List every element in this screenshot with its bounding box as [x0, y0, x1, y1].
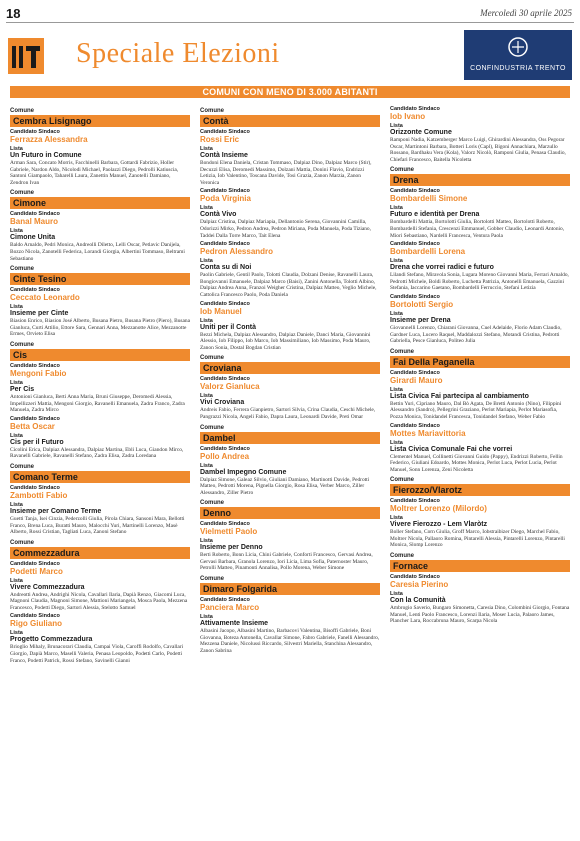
candidate-entry [10, 342, 190, 414]
comune-name: Commezzadura [10, 547, 190, 559]
list-members: Giovannelli Lorenzo, Chiarani Giovanna, Cuel Adelaide, Florio Adam Claudio, Gardner Luca, Lucero Raquel, Maddalozzi Stefano, Motandi Cristina, Pedrotti Gabriella, Pesce Gianluca, Politeo Julia [390, 324, 562, 345]
comune-label: Comune [200, 576, 224, 583]
candidate-name: Betta Oscar [10, 421, 55, 431]
list-name: Con la Comunità [390, 597, 446, 605]
column-3 [390, 104, 570, 839]
candidate-name: Poda Virginia [200, 194, 251, 204]
list-members: Guetti Tanja, Isei Cinzia, Pederzolli Giulia, Pirola Chiara, Sansoni Mara, Bellotti Franco, Brena Luca, Buratti Mauro, Malocchi Yuri, Martinelli Lorenzo, Masè Alberto, Rossi Cristian, Tagliati Luca, Zanoni Stefano [10, 515, 185, 536]
comune-name: Fierozzo/Vlarotz [390, 484, 570, 496]
comune-name: Contà [200, 115, 380, 127]
list-label: Lista [10, 304, 23, 311]
candidate-label: Candidato Sindaco [200, 445, 250, 452]
candidate-label: Candidato Sindaco [390, 241, 440, 248]
candidate-label: Candidato Sindaco [10, 613, 60, 620]
candidate-name: Vielmetti Paolo [200, 527, 258, 537]
candidate-label: Candidato Sindaco [10, 287, 60, 294]
candidate-name: Rigo Giuliano [10, 619, 62, 629]
list-name: Cimone Unita [10, 234, 56, 242]
candidate-label: Candidato Sindaco [10, 362, 60, 369]
list-members: Cicolini Erica, Dalpiaz Alessandra, Dalpiaz Martina, Ebli Luca, Giandon Mirco, Ravanelli Gabriele, Ravanelli Stefano, Zadra Elisa, Zadra Loredana [10, 446, 184, 460]
candidate-name: Bombardelli Lorena [390, 247, 466, 257]
list-name: Vivere Fierozzo - Lem Vlaròtz [390, 521, 488, 529]
list-members: Bombardelli Mattia, Bortolotti Giulia, Bortolotti Matteo, Bortolotti Roberto, Bombardelli Stefania, Crescenzi Emmanuel, Gobber Claudio, Leonardi Antonio, Miori Sebastiano, Nardelli Francesca, Ventura Paola [390, 219, 565, 239]
column-1 [10, 104, 190, 839]
comune-name: Fornace [390, 560, 570, 572]
candidate-label: Candidato Sindaco [390, 106, 440, 112]
list-label: Lista [10, 501, 23, 508]
candidate-name: Zambotti Fabio [10, 490, 68, 500]
candidate-label: Candidato Sindaco [10, 484, 60, 491]
comune-name: Dimaro Folgarida [200, 583, 380, 595]
list-members: Albasini Jacopo, Albasini Martino, Barbacovi Valentina, Bisoffi Gabriele, Boni Giovanna, Boteza Antonella, Cavallar Simone, Fabro Gabriele, Fanelli Alessandro, Mezzena Daniele, Nicolussi Riccardo, Silvestri Mariella, Stanchina Alessandro, Zanon Sabrina [200, 628, 380, 654]
page-header [0, 0, 580, 30]
list-members: Paolin Gabriele, Gentil Paolo, Tolotti Claudia, Dolzani Denise, Ravanelli Laura, Bongiovanni Emanuele, Dalpiaz Marco (Baisi), Zanini Antonella, Tolotti Albino, Dalpiaz Andrea Anna, Franzoi Weigher Cristina, Dalpiaz Matteo, Veglio Michele, Cattolica Francesco Paolo, Poda Daniela [200, 272, 377, 298]
candidate-name: Bombardelli Simone [390, 194, 468, 204]
issue-date: Mercoledì 30 aprile 2025 [480, 8, 572, 18]
list-label: Lista [390, 386, 403, 393]
candidate-label: Candidato Sindaco [390, 188, 440, 195]
confindustria-emblem-icon [505, 36, 531, 58]
candidate-entry [390, 294, 570, 345]
candidate-name: Iob Manuel [200, 306, 242, 316]
list-label: Lista [390, 258, 403, 265]
comune-name: Fai Della Paganella [390, 356, 570, 368]
candidate-entry [10, 190, 190, 262]
candidate-name: Ferrazza Alessandra [10, 135, 88, 144]
candidate-name: Bortolotti Sergio [390, 299, 454, 309]
list-name: Per Cis [10, 385, 35, 393]
list-label: Lista [390, 205, 403, 212]
candidate-label: Candidato Sindaco [200, 300, 250, 307]
candidate-entry [10, 266, 190, 338]
list-members: Dalpiaz Simone, Galeaz Silvio, Giuliani Damiano, Martinotti Davide, Pedrotti Matteo, Pedrotti Morena, Pignella Giorgio, Rosa Elisa, Verber Marco, Ziller Alessandro, Ziller Pietro [200, 476, 370, 496]
candidate-name: Girardi Mauro [390, 375, 443, 385]
list-name: Insieme per Comano Terme [10, 507, 102, 515]
list-members: Bezzi Michela, Dalpiaz Alessandro, Dalpiaz Daniele, Danci Maria, Giovannini Alessio, Iob Filippo, Iob Marco, Iob Massimiliano, Iob Massimo, Poda Mauro, Zanon Sonia, Dostal Bogdan Cristian [200, 331, 371, 351]
candidate-entry [200, 355, 380, 420]
category-banner: COMUNI CON MENO DI 3.000 ABITANTI [10, 86, 570, 98]
comune-name: Croviana [200, 362, 380, 374]
list-name: Drena che vorrei radici e futuro [390, 264, 494, 272]
list-name: Un Futuro in Comune [10, 152, 82, 159]
comune-label: Comune [10, 463, 34, 470]
candidate-entry [10, 416, 190, 460]
candidate-entry [390, 106, 570, 163]
list-members: Antonioni Gianluca, Berti Anna Maria, Bruni Giuseppe, Deromedi Alessia, Impellizzeri Mattia, Mengoni Giorgio, Ravanelli Emanuela, Zadra Franco, Zadra Manuela, Zadra Mirco [10, 393, 185, 414]
comune-name: Cembra Lisignago [10, 115, 190, 127]
comune-name: Drena [390, 174, 570, 186]
list-label: Lista [200, 393, 213, 400]
partner-logo [464, 30, 572, 80]
candidate-entry [200, 108, 380, 186]
list-label: Lista [390, 310, 403, 317]
list-members: Clementel Manuel, Collinetti Giovanni Guido (Pappy), Endrizzi Roberto, Fellin Federico, Giuliani Edoardo, Mottes Monica, Perlot Luca, Perlot Lucia, Perlot Manuel, Sonn Lorenza, Zeni Nicoletta [390, 453, 563, 473]
columns [10, 104, 570, 839]
list-label: Lista [10, 630, 23, 637]
list-members: Baldo Arnaldo, Pedri Monica, Andreolli Diletto, Lelli Oscar, Petlavic Danijela, Bozzo Nicola, Zanotelli Federica, Lorandi Giorgia, Albertini Tommaso, Beltrami Sebastiano [10, 242, 185, 262]
list-label: Lista [390, 123, 403, 129]
candidate-entry [200, 425, 380, 497]
candidate-entry [10, 540, 190, 612]
candidate-entry [10, 464, 190, 536]
list-name: Vivere Commezzadura [10, 583, 85, 591]
comune-name: Denno [200, 507, 380, 519]
candidate-entry [390, 167, 570, 239]
candidate-label: Candidato Sindaco [200, 241, 250, 248]
list-members: Bettin Yuri, Cipriano Mauro, Dal Bò Agata, De Bretti Antonio (Nino), Filippini Alessandro (Sandro), Pellegrini Graziano, Perlot Mariapia, Perlot Mariasofia, Pozza Monica, Tonidandel Francesca, Tonidandel Stefano, Weber Fabio [390, 400, 562, 420]
candidate-entry [200, 500, 380, 572]
section-title: Speciale Elezioni [76, 38, 280, 69]
candidate-entry [390, 423, 570, 474]
list-name: Orizzonte Comune [390, 129, 452, 136]
list-members: Ramponi Nadia, Katzemberger Marco Luigi, Ghirardini Alessandra, Oss Pegorar Oscar, Martintoni Barbara, Botteri Loris (Capl), Bigoni Annachiara, Marzullo Rossano, Bardhaku Vera (Kola), Valorz Nicolò, Ramponi Giulia, Penasa Claudio, Chiefari Francesco, Baitella Nicoletta [390, 137, 566, 163]
candidate-entry [390, 553, 570, 625]
candidate-name: Moltrer Lorenzo (Milordo) [390, 504, 487, 514]
candidate-label: Candidato Sindaco [390, 422, 440, 429]
comune-name: Dambel [200, 432, 380, 444]
list-name: Uniti per il Contà [200, 323, 256, 331]
list-members: Dalpiaz Cristina, Dalpiaz Mariapia, Dellantonio Serena, Giovannini Camilla, Odorizzi Mirko, Pedron Andrea, Pedron Miriana, Poda Manuela, Poda Tiziano, Taddei Dalla Torre Marco, Tait Elena [200, 219, 371, 239]
header-rule [6, 22, 574, 23]
partner-name: CONFINDUSTRIA TRENTO [470, 65, 566, 72]
list-label: Lista [200, 462, 213, 469]
list-members: Lilandi Stefano, Miravola Sonia, Lugara Moreno Giovanni Maria, Ferrari Arnaldo, Pedrotti Michele, Boldi Roberto, Luchetta Patrizia, Antonelli Emanuela, Gazzini Stefania, Iaccarino Gaetano, Bombardelli Ferruccio, Stefani Letizia [390, 272, 569, 292]
list-name: Conta su di Noi [200, 264, 252, 272]
list-members: Berti Roberto, Bonn Licia, Chini Gabriele, Conforti Francesco, Gervasi Andrea, Gervasi Barbara, Granola Lorenzo, Iori Licia, Lima Sofia, Paternoster Mauro, Petrolli Matteo, Pinamonti Annalisa, Pollo Morena, Weber Simone [200, 552, 373, 572]
comune-label: Comune [10, 341, 34, 348]
list-label: Lista [10, 379, 23, 386]
list-label: Lista [10, 432, 23, 439]
candidate-label: Candidato Sindaco [390, 574, 440, 581]
candidate-name: Mengoni Fabio [10, 368, 67, 378]
comune-label: Comune [200, 500, 224, 507]
comune-name: Comano Terme [10, 471, 190, 483]
candidate-entry [200, 576, 380, 654]
candidate-label: Candidato Sindaco [390, 369, 440, 376]
list-name: Contà Insieme [200, 152, 248, 159]
list-label: Lista [200, 258, 213, 265]
list-name: Cis per il Futuro [10, 438, 64, 446]
candidate-label: Candidato Sindaco [10, 129, 60, 135]
candidate-name: Valorz Gianluca [200, 382, 260, 392]
comune-label: Comune [200, 108, 224, 114]
list-label: Lista [390, 515, 403, 522]
comune-name: Cinte Tesino [10, 273, 190, 285]
list-label: Lista [10, 228, 23, 235]
list-name: Futuro e identità per Drena [390, 211, 480, 219]
list-label: Lista [10, 577, 23, 584]
list-members: Andreis Fabio, Ferrera Gianpietro, Sartori Silvia, Crina Claudia, Ceschi Michele, Pangrazzi Nicola, Angeli Fabio, Dapra Laura, Leonardi Davide, Preti Omar [200, 407, 376, 420]
comune-label: Comune [200, 355, 224, 362]
list-members: Ambrogio Saverio, Bungaro Simonetta, Caresia Dino, Colombini Giorgio, Fontana Manuel, Lenti Paolo Francesco, Lorenzi Ilaria, Moser Lucia, Palaoro James, Plancher Lara, Roccabruna Mauro, Scarpa Nicola [390, 605, 570, 625]
candidate-entry [390, 477, 570, 549]
list-members: Boller Stefano, Corn Giulia, Groff Marco, Iobstraibizer Diego, Marchel Fabio, Moltrer Nicola, Pallaoro Romina, Pintarelli Alessia, Pintarelli Lorenzo, Pintarelli Monica, Slomp Lorenzo [390, 529, 565, 549]
candidate-name: Pedron Alessandro [200, 247, 274, 257]
list-members: Bondoni Elena Daniela, Cristan Tommaso, Dalpiaz Dino, Dalpiaz Marco (Stir), Decuzzi Elisa, Deromedi Massimo, Dolzani Mattia, Donini Flavio, Endrizzi Letizia, Iob Valentino, Toscana Davide, Tosi Grazia, Zanon Marzia, Zanon Veronica [200, 160, 372, 186]
candidate-entry [390, 241, 570, 292]
comune-label: Comune [390, 167, 414, 174]
candidate-name: Pollo Andrea [200, 451, 250, 461]
column-2 [200, 104, 380, 839]
list-label: Lista [200, 317, 213, 324]
list-name: Lista Civica Fai partecipa al cambiamento [390, 392, 529, 400]
candidate-entry [10, 613, 190, 664]
list-members: Brioglio Mihaly, Brunacorari Claudia, Campai Viola, Caroffi Rodolfo, Cavallari Giorgio, Dapià Marco, Maselli Valeria, Penasa Leopoldo, Podetti Carlo, Podetti Franco, Podetti Patrick, Rossi Stefano, Savinelli Gianni [10, 644, 184, 664]
comune-label: Comune [390, 477, 414, 484]
newspaper-logo-icon [8, 38, 44, 74]
list-label: Lista [10, 146, 23, 152]
candidate-name: Banal Mauro [10, 217, 59, 227]
candidate-name: Ceccato Leonardo [10, 293, 80, 303]
list-name: Vivi Croviana [200, 399, 245, 407]
comune-label: Comune [200, 424, 224, 431]
candidate-entry [10, 108, 190, 186]
candidate-label: Candidato Sindaco [390, 293, 440, 300]
list-members: Arman Sara, Concato Morris, Facchinelli Barbara, Gottardi Fabrizio, Holler Gabriele, Nardon Aldo, Nicolodi Michael, Paolazzi Diego, Pedrolli Katiuscia, Santoni Giampaolo, Taharelli Laura, Zanettin Manuel, Zanotelli Damiano, Zendron Ivan [10, 160, 179, 186]
candidate-entry [200, 301, 380, 352]
list-label: Lista [390, 591, 403, 598]
candidate-label: Candidato Sindaco [10, 211, 60, 218]
list-name: Contà Vivo [200, 211, 237, 219]
list-label: Lista [390, 439, 403, 446]
candidate-label: Candidato Sindaco [390, 498, 440, 505]
comune-label: Comune [10, 266, 34, 273]
list-name: Insieme per Drena [390, 316, 451, 324]
list-members: Biasion Enrico, Biasion José Alberto, Busana Pietro, Busana Pietro (Piero), Busana Gianluca, Curti Attilio, Ettore Sara, Gennari Anna, Mezzanotte Alice, Mezzanotte Ermes, Orvieto Elisa [10, 318, 190, 338]
candidate-name: Caresia Pierino [390, 580, 449, 590]
list-label: Lista [200, 538, 213, 545]
candidate-name: Rossi Eric [200, 135, 240, 144]
candidate-name: Podetti Marco [10, 566, 63, 576]
candidate-label: Candidato Sindaco [200, 597, 250, 604]
comune-label: Comune [390, 348, 414, 355]
list-label: Lista [200, 205, 213, 212]
candidate-entry [390, 349, 570, 421]
candidate-label: Candidato Sindaco [10, 415, 60, 422]
list-name: Attivamente Insieme [200, 620, 269, 628]
list-name: Insieme per Cinte [10, 310, 69, 318]
list-name: Lista Civica Comunale Fai che vorrei [390, 445, 513, 453]
comune-label: Comune [10, 539, 34, 546]
comune-name: Cis [10, 349, 190, 361]
candidate-name: Mottes Mariavittoria [390, 428, 466, 438]
comune-name: Cimone [10, 197, 190, 209]
candidate-label: Candidato Sindaco [200, 376, 250, 383]
list-name: Progetto Commezzadura [10, 636, 93, 644]
candidate-label: Candidato Sindaco [200, 521, 250, 528]
list-name: Dambel Impegno Comune [200, 468, 287, 476]
candidate-label: Candidato Sindaco [200, 188, 250, 195]
list-members: Andreotti Andrea, Andrighi Nicola, Cavallari Ilaria, Dapià Renzo, Giacomi Luca, Magnoni Claudia, Magnoni Simone, Mattioni Mariangela, Mosca Paola, Mezzena Francesco, Podetti Diego, Sartori Alessia, Stelotto Samuel [10, 591, 188, 611]
candidate-entry [200, 188, 380, 239]
list-label: Lista [200, 614, 213, 621]
list-name: Insieme per Denno [200, 544, 263, 552]
candidate-label: Candidato Sindaco [10, 560, 60, 567]
comune-label: Comune [10, 108, 34, 114]
comune-label: Comune [10, 190, 34, 197]
candidate-label: Candidato Sindaco [200, 129, 250, 135]
candidate-entry [200, 241, 380, 298]
candidate-name: Panciera Marco [200, 603, 260, 613]
page-number: 18 [6, 6, 21, 21]
list-label: Lista [200, 146, 213, 152]
candidate-name: Iob Ivano [390, 112, 426, 121]
comune-label: Comune [390, 553, 414, 560]
